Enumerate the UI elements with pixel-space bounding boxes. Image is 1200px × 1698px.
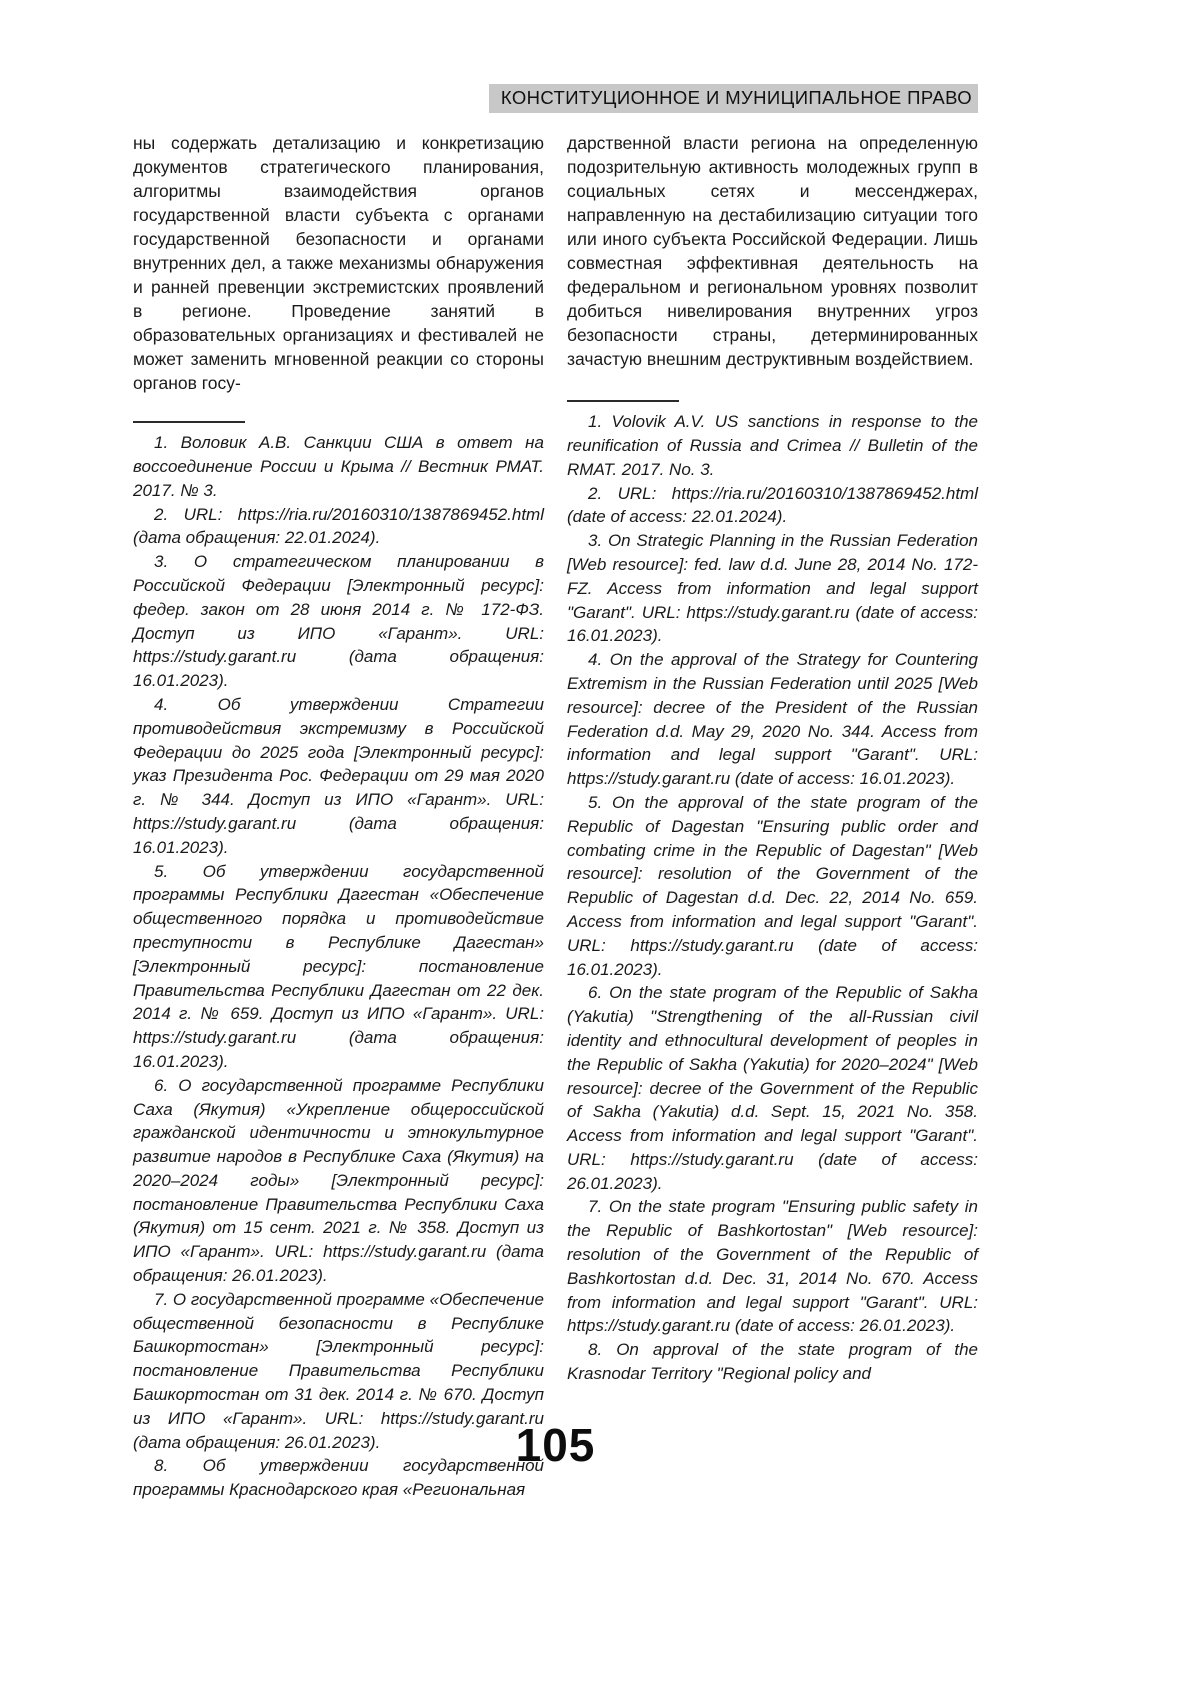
running-head: КОНСТИТУЦИОННОЕ И МУНИЦИПАЛЬНОЕ ПРАВО (489, 84, 978, 113)
footnote-item: 6. О государственной программе Республики Саха (Якутия) «Укрепление общероссийской гражданской идентичности и этнокультурное развитие народов в Республике Саха (Якутия) на 2020–2024 годы» [Электронный ресурс]: постановление Правительства Республики Саха (Якутия) от 15 сент. 2021 г. № 358. Доступ из ИПО «Гарант». URL: https://study.garant.ru (дата обращения: 26.01.2023). (133, 1075, 544, 1286)
right-column (567, 131, 978, 1502)
footnote-item: 7. On the state program "Ensuring public safety in the Republic of Bashkortostan" [Web resource]: resolution of the Government of the Republic of Bashkortostan d.d. Dec. 31, 2014 No. 670. Access from information and legal support "Garant". URL: https://study.garant.ru (date of access: 26.01.2023). (567, 1197, 978, 1336)
page-header (133, 84, 978, 113)
body-paragraph-left: ны содержать детализацию и конкретизацию документов стратегического планирования, алгоритмы взаимодействия органов государственной власти субъекта с органами государственной безопасности и органами внутренних дел, а также механизмы обнаружения и ранней превенции экстремистских проявлений в регионе. Проведение занятий в образовательных организациях и фестивалей не может заменить мгновенной реакции со стороны органов госу- (133, 133, 544, 394)
footnote-item: 6. On the state program of the Republic of Sakha (Yakutia) "Strengthening of the all-Russian civil identity and ethnocultural development of peoples in the Republic of Sakha (Yakutia) for 2020–2024" [Web resource]: decree of the Government of the Republic of Sakha (Yakutia) d.d. Sept. 15, 2021 No. 358. Access from information and legal support "Garant". URL: https://study.garant.ru (date of access: 26.01.2023). (567, 983, 978, 1193)
page-number: 105 (515, 1419, 596, 1471)
footnote-item: 4. Об утверждении Стратегии противодействия экстремизму в Российской Федерации до 2025 года [Электронный ресурс]: указ Президента Рос. Федерации от 29 мая 2020 г. № 344. Доступ из ИПО «Гарант». URL: https://study.garant.ru (дата обращения: 16.01.2023). (133, 694, 544, 857)
body-paragraph-right: дарственной власти региона на определенную подозрительную активность молодежных групп в социальных сетях и мессенджерах, направленную на дестабилизацию ситуации того или иного субъекта Российской Федерации. Лишь совместная эффективная деятельность на федеральном и региональном уровнях позволит добиться нивелирования внутренних угроз безопасности страны, детерминированных зачастую внешним деструктивным воздействием. (567, 133, 978, 370)
footnote-item: 2. URL: https://ria.ru/20160310/1387869452.html (дата обращения: 22.01.2024). (133, 504, 544, 548)
left-column (133, 131, 544, 1502)
two-column-layout (133, 131, 978, 1502)
footnote-item: 1. Volovik A.V. US sanctions in response to the reunification of Russia and Crimea // Bulletin of the RMAT. 2017. No. 3. (567, 412, 978, 479)
footnote-item: 3. On Strategic Planning in the Russian Federation [Web resource]: fed. law d.d. June 28, 2014 No. 172-FZ. Access from information and legal support "Garant". URL: https://study.garant.ru (date of access: 16.01.2023). (567, 531, 978, 646)
footnote-separator (567, 400, 679, 402)
footnotes-right (567, 410, 978, 1386)
footnote-item: 1. Воловик А.В. Санкции США в ответ на воссоединение России и Крыма // Вестник РМАТ. 2017. № 3. (133, 433, 544, 500)
footnote-block-right (567, 400, 978, 1386)
footnote-block-left (133, 421, 544, 1502)
footnote-item: 4. On the approval of the Strategy for Countering Extremism in the Russian Federation until 2025 [Web resource]: decree of the President of the Russian Federation d.d. May 29, 2020 No. 344. Access from information and legal support "Garant". URL: https://study.garant.ru (date of access: 16.01.2023). (567, 650, 978, 789)
footnote-item: 5. Об утверждении государственной программы Республики Дагестан «Обеспечение общественного порядка и противодействие преступности в Республике Дагестан» [Электронный ресурс]: постановление Правительства Республики Дагестан от 22 дек. 2014 г. № 659. Доступ из ИПО «Гарант». URL: https://study.garant.ru (дата обращения: 16.01.2023). (133, 861, 544, 1071)
footnote-item: 8. Об утверждении государственной программы Краснодарского края «Региональная (133, 1456, 544, 1500)
footnotes-left (133, 431, 544, 1502)
footnote-item: 7. О государственной программе «Обеспечение общественной безопасности в Республике Башкортостан» [Электронный ресурс]: постановление Правительства Республики Башкортостан от 31 дек. 2014 г. № 670. Доступ из ИПО «Гарант». URL: https://study.garant.ru (дата обращения: 26.01.2023). (133, 1289, 544, 1452)
footnote-separator (133, 421, 245, 423)
footnote-item: 2. URL: https://ria.ru/20160310/1387869452.html (date of access: 22.01.2024). (567, 483, 978, 527)
footnote-item: 5. On the approval of the state program of the Republic of Dagestan "Ensuring public order and combating crime in the Republic of Dagestan" [Web resource]: resolution of the Government of the Republic of Dagestan d.d. Dec. 22, 2014 No. 659. Access from information and legal support "Garant". URL: https://study.garant.ru (date of access: 16.01.2023). (567, 792, 978, 979)
footnote-item: 3. О стратегическом планировании в Российской Федерации [Электронный ресурс]: федер. закон от 28 июня 2014 г. № 172-ФЗ. Доступ из ИПО «Гарант». URL: https://study.garant.ru (дата обращения: 16.01.2023). (133, 552, 544, 691)
footnote-item: 8. On approval of the state program of the Krasnodar Territory "Regional policy and (567, 1340, 978, 1384)
